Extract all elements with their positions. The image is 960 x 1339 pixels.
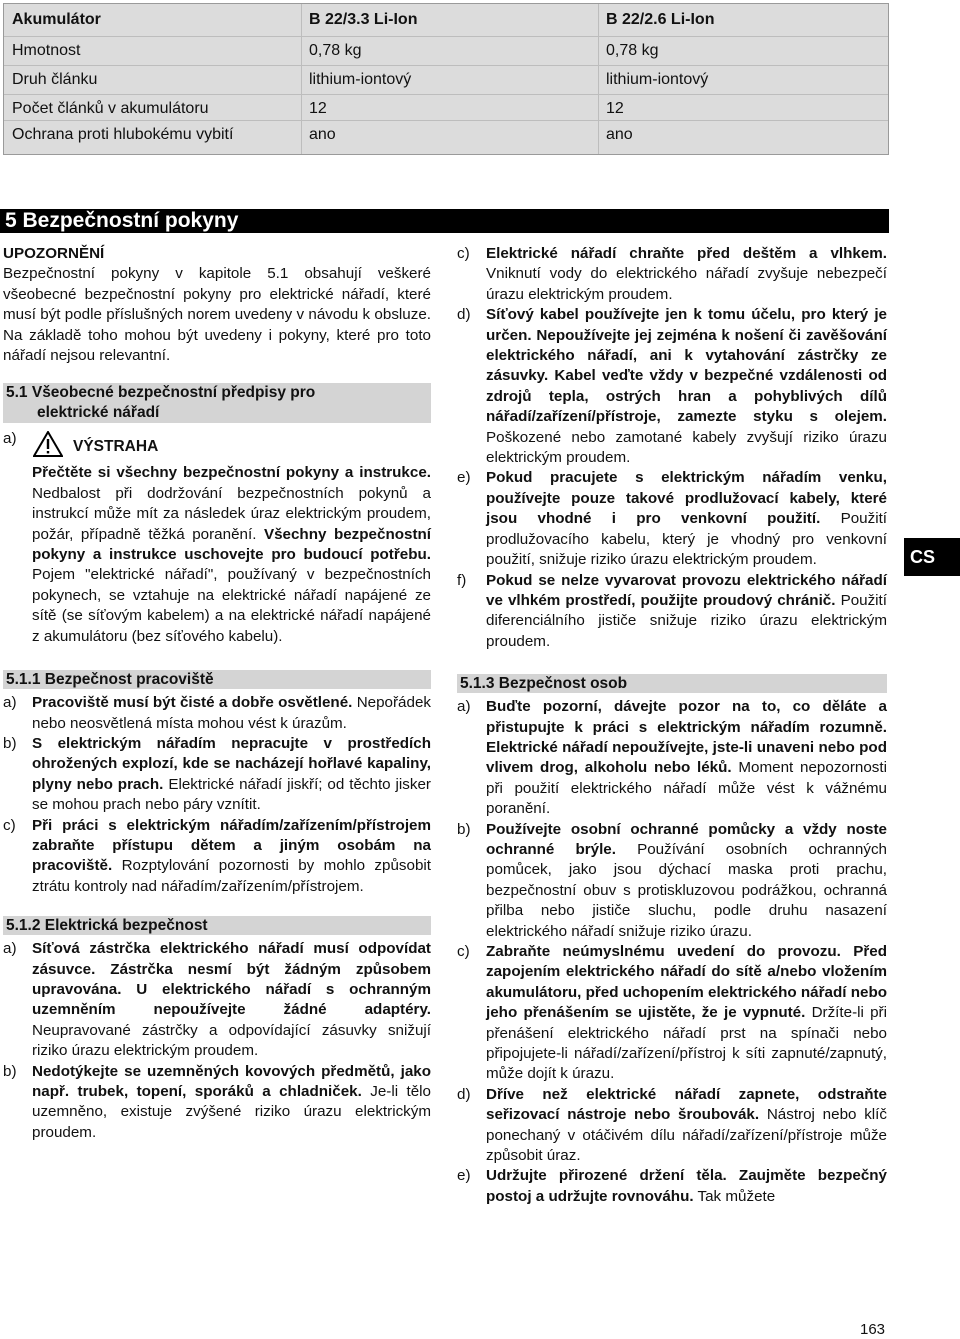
item-text: Držíte-li při přenášení elektrického nářadí prst na spínači nebo připojujete-li nářadí/zařízení/přístroj k síti zapnuté/zapnutý, může dojít k úrazu.	[486, 1004, 887, 1083]
table-cell: 0,78 kg	[606, 42, 659, 59]
section-title-bar	[0, 209, 889, 233]
list-item	[457, 942, 887, 1085]
subsection-title-line: 5.1 Všeobecné bezpečnostní předpisy pro	[6, 384, 316, 402]
item-bold: Síťový kabel používejte jen k tomu účelu, pro který je určen. Nepoužívejte jej zejména k nošení či zavěšování elektrického nářadí, ani k vytahování zástrčky ze zásuvky. Kabel veďte vždy v bezpečné vzdálenosti od zdrojů tepla, ostrých hran a pohyblivých dílů nářadí/zařízení/přístroje, zamezte styku s olejem.	[486, 306, 887, 426]
list-item	[3, 1062, 431, 1144]
list-5-1-3	[457, 697, 887, 1207]
warning-bold: Všechny bezpečnostní pokyny a instrukce uschovejte pro budoucí potřebu.	[32, 525, 432, 564]
subsection-5-1-3-title: 5.1.3 Bezpečnost osob	[457, 674, 887, 693]
list-item	[457, 820, 887, 942]
item-text: Je-li tělo uzemněno, existuje zvýšené riziko úrazu elektrickým proudem.	[32, 1083, 431, 1141]
item-bold: Buďte pozorní, dávejte pozor na to, co děláte a přistupujte k práci s elektrickým nářadím rozumně. Elektrické nářadí nepoužívejte, jste-li unaveni nebo pod vlivem drog, alkoholu nebo léků.	[486, 698, 887, 777]
item-text: Nepořádek nebo neosvětlená místa mohou vést k úrazům.	[32, 694, 431, 732]
item-text: Elektrické nářadí jiskří; od těchto jisker se mohou prach nebo páry vznítit.	[32, 775, 431, 814]
item-text: Tak můžete	[693, 1187, 776, 1205]
item-label: d)	[457, 306, 471, 324]
table-cell: Druh článku	[12, 71, 98, 88]
item-text: Vniknutí vody do elektrického nářadí zvyšuje nebezpečí úrazu elektrickým proudem.	[486, 265, 887, 303]
warning-text	[3, 463, 431, 647]
item-bold: Pokud se nelze vyvarovat provozu elektrického nářadí ve vlhkém prostředí, použijte proudový chránič.	[486, 571, 887, 609]
item-label: a)	[3, 940, 17, 958]
item-text: Nástroj nebo klíč ponechaný v otáčivém dílu nářadí/zařízení/přístroje může způsobit úraz.	[486, 1106, 887, 1165]
list-item	[3, 734, 431, 816]
item-bold: Síťová zástrčka elektrického nářadí musí odpovídat zásuvce. Zástrčka nesmí být žádným způsobem upravována. U elektrického nářadí s ochranným uzemněním nepoužívejte žádné adaptéry.	[32, 940, 431, 1019]
subsection-5-1-title	[3, 383, 431, 423]
table-cell: ano	[309, 126, 336, 143]
item-text: Neupravované zástrčky a odpovídající zásuvky snižují riziko úrazu elektrickým proudem.	[32, 1021, 431, 1060]
item-label: a)	[457, 698, 471, 716]
table-row	[4, 65, 888, 93]
item-label: c)	[457, 943, 470, 960]
item-bold: Pracoviště musí být čisté a dobře osvětlené.	[32, 694, 353, 712]
list-5-1-2	[3, 939, 431, 1143]
item-label: a)	[3, 694, 17, 712]
item-text: Použití prodlužovacího kabelu, který je vhodný pro venkovní použití, snižuje riziko úrazu elektrickým proudem.	[486, 510, 888, 569]
item-bold: Nedotýkejte se uzemněných kovových předmětů, jako např. trubek, topení, sporáků a chladniček.	[32, 1062, 431, 1100]
table-row	[4, 120, 888, 148]
header-cell: Akumulátor	[12, 11, 101, 28]
item-bold: Pokud pracujete s elektrickým nářadím venku, používejte pouze takové prodlužovací kabely, které jsou vhodné i pro venkovní použití.	[486, 469, 887, 528]
item-label: c)	[457, 245, 470, 262]
warning-row	[3, 429, 431, 459]
list-item	[457, 1166, 887, 1207]
table-cell: Ochrana proti hlubokému vybití	[12, 126, 234, 143]
list-item	[3, 693, 431, 734]
warning-body: Pojem "elektrické nářadí", používaný v bezpečnostních pokynech, se vztahuje na elektrické nářadí napájené ze sítě (se síťovým kabelem) a na elektrické nářadí napájené z akumulátoru (bez síťového kabelu).	[32, 566, 431, 645]
list-item	[457, 305, 887, 468]
table-cell: lithium-iontový	[606, 71, 709, 88]
table-cell: Počet článků v akumulátoru	[12, 100, 209, 117]
item-label: c)	[3, 816, 16, 834]
table-row	[4, 94, 888, 122]
page-number: 163	[860, 1321, 886, 1338]
item-label: e)	[457, 1167, 471, 1185]
item-label: e)	[457, 469, 471, 487]
list-5-1-1	[3, 693, 431, 897]
language-code: CS	[910, 547, 936, 567]
table-cell: Hmotnost	[12, 42, 81, 59]
item-label: b)	[3, 734, 17, 752]
item-text: Rozptylování pozornosti by mohlo způsobit ztrátu kontroly nad nářadím/zařízením/přístrojem.	[32, 857, 431, 895]
item-label: b)	[457, 820, 471, 838]
item-bold: Při práci s elektrickým nářadím/zařízením/přístrojem zabraňte přístupu dětem a jiným osobám na pracoviště.	[32, 816, 431, 875]
item-text: Použití diferenciálního jističe snižuje riziko úrazu elektrickým proudem.	[486, 591, 887, 650]
section-title: 5 Bezpečnostní pokyny	[5, 209, 239, 232]
item-text: Používání osobních ochranných pomůcek, jako jsou dýchací maska proti prachu, bezpečnostní obuv s protiskluzovou podrážkou, ochranná přilba nebo jističe sluchu, podle druhu nasazení elektrického nářadí snižuje riziko úrazu.	[486, 840, 887, 940]
warning-bold: Přečtěte si všechny bezpečnostní pokyny a instrukce.	[32, 464, 431, 482]
item-label: b)	[3, 1062, 17, 1080]
item-bold: Zabraňte neúmyslnému uvedení do provozu. Před zapojením elektrického nářadí do sítě a/nebo vložením akumulátoru, před uchopením elektrického nářadí nebo jeho přenášením se ujistěte, že je vypnuté.	[486, 943, 887, 1022]
language-tab	[904, 538, 960, 576]
subsection-5-1-1-title: 5.1.1 Bezpečnost pracoviště	[3, 670, 431, 689]
notice-text: Bezpečnostní pokyny v kapitole 5.1 obsahují veškeré všeobecné bezpečnostní pokyny pro elektrické nářadí, které musí být podle příslušných norem uvedeny v návodu k obsluze. Na základě toho mohou být uvedeny i pokyny, které pro toto nářadí nejsou relevantní.	[3, 265, 431, 365]
list-item	[457, 244, 887, 305]
subsection-title-line: elektrické nářadí	[37, 404, 160, 422]
item-text: Moment nepozornosti při použití elektrického nářadí může vést k vážnému poranění.	[486, 759, 887, 818]
list-item	[3, 939, 431, 1061]
table-cell: lithium-iontový	[309, 71, 412, 88]
item-bold: S elektrickým nářadím nepracujte v prostředích ohrožených explozí, kde se nacházejí hořlavé kapaliny, plyny nebo prach.	[32, 734, 431, 793]
item-label: a)	[3, 430, 17, 448]
list-item	[457, 697, 887, 819]
header-cell: B 22/3.3 Li-Ion	[309, 11, 418, 28]
list-item	[457, 1085, 887, 1167]
subsection-5-1-2-title: 5.1.2 Elektrická bezpečnost	[3, 916, 431, 935]
table-cell: 0,78 kg	[309, 42, 362, 59]
table-cell: ano	[606, 126, 633, 143]
list-item	[457, 468, 887, 570]
table-row	[4, 36, 888, 64]
item-text: Poškozené nebo zamotané kabely zvyšují riziko úrazu elektrickým proudem.	[486, 428, 887, 467]
notice-heading: UPOZORNĚNÍ	[3, 245, 105, 262]
item-bold: Používejte osobní ochranné pomůcky a vždy noste ochranné brýle.	[486, 820, 887, 858]
list-item	[3, 816, 431, 898]
header-cell: B 22/2.6 Li-Ion	[606, 11, 715, 28]
item-bold: Udržujte přirozené držení těla. Zaujměte bezpečný postoj a udržujte rovnováhu.	[486, 1167, 887, 1205]
item-bold: Elektrické nářadí chraňte před deštěm a vlhkem.	[486, 245, 887, 262]
left-column	[3, 244, 431, 1143]
warning-triangle-icon	[33, 431, 63, 457]
item-label: d)	[457, 1085, 471, 1103]
table-cell: 12	[606, 100, 624, 117]
list-item	[457, 571, 887, 653]
battery-spec-table	[3, 3, 889, 155]
table-cell: 12	[309, 100, 327, 117]
table-header-row	[4, 6, 888, 34]
item-label: f)	[457, 571, 467, 589]
right-column	[457, 244, 887, 1207]
item-bold: Dříve než elektrické nářadí zapnete, odstraňte seřizovací nástroje nebo šroubovák.	[486, 1085, 887, 1124]
warning-body: Nedbalost při dodržování bezpečnostních pokynů a instrukcí může mít za následek úraz elektrickým proudem, požár, případně těžká poranění.	[32, 484, 431, 543]
warning-word: VÝSTRAHA	[73, 438, 159, 456]
